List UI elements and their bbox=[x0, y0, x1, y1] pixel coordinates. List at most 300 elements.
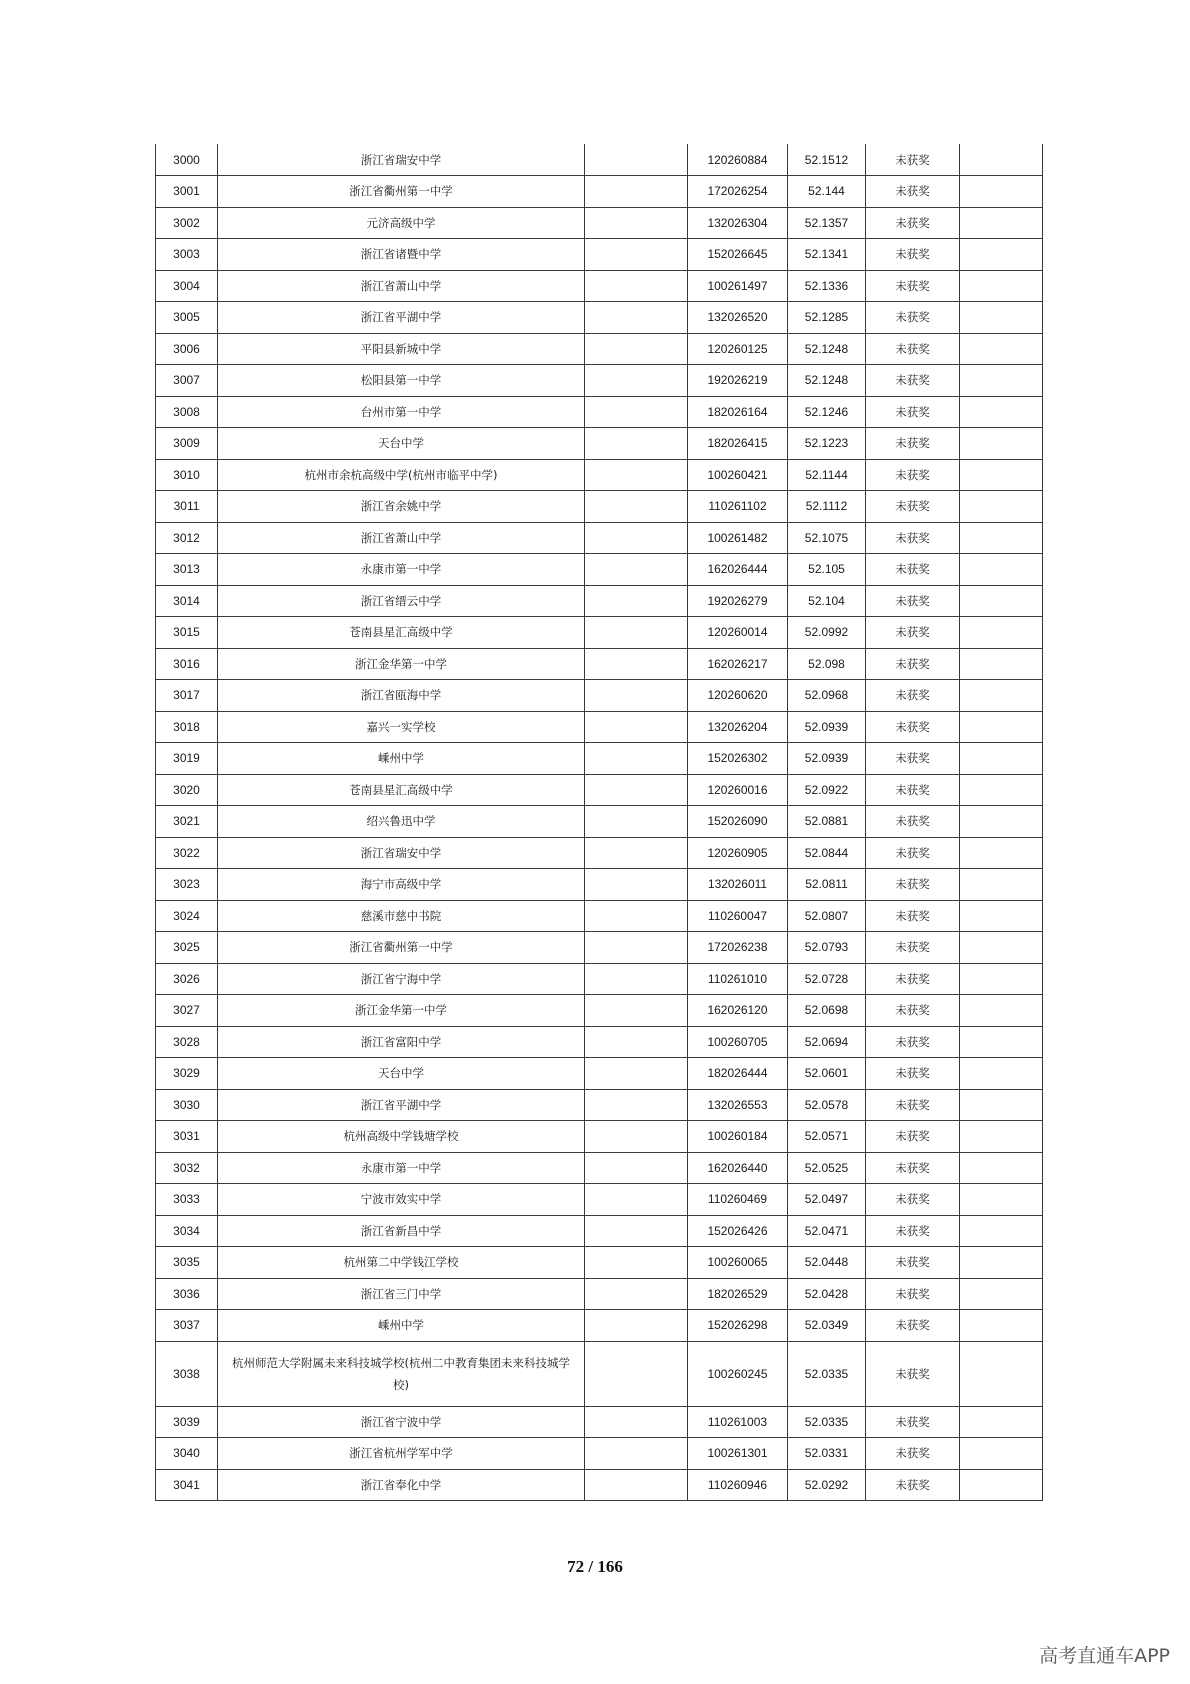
blank-cell bbox=[585, 648, 688, 680]
note-cell bbox=[960, 1310, 1043, 1342]
candidate-id-cell: 100260245 bbox=[688, 1341, 788, 1406]
rank-cell: 3041 bbox=[156, 1469, 218, 1501]
note-cell bbox=[960, 1215, 1043, 1247]
school-cell: 苍南县星汇高级中学 bbox=[218, 617, 585, 649]
award-cell: 未获奖 bbox=[866, 995, 960, 1027]
candidate-id-cell: 100260184 bbox=[688, 1121, 788, 1153]
rank-cell: 3016 bbox=[156, 648, 218, 680]
school-cell: 苍南县星汇高级中学 bbox=[218, 774, 585, 806]
school-cell: 天台中学 bbox=[218, 428, 585, 460]
table-row bbox=[156, 995, 1043, 1027]
table-row bbox=[156, 459, 1043, 491]
table-row bbox=[156, 1406, 1043, 1438]
score-cell: 52.1285 bbox=[788, 302, 866, 334]
rank-cell: 3031 bbox=[156, 1121, 218, 1153]
blank-cell bbox=[585, 711, 688, 743]
blank-cell bbox=[585, 932, 688, 964]
score-cell: 52.0578 bbox=[788, 1089, 866, 1121]
note-cell bbox=[960, 428, 1043, 460]
table-row bbox=[156, 617, 1043, 649]
score-cell: 52.0881 bbox=[788, 806, 866, 838]
school-cell: 杭州市余杭高级中学(杭州市临平中学) bbox=[218, 459, 585, 491]
blank-cell bbox=[585, 491, 688, 523]
award-cell: 未获奖 bbox=[866, 207, 960, 239]
note-cell bbox=[960, 207, 1043, 239]
rank-cell: 3007 bbox=[156, 365, 218, 397]
candidate-id-cell: 110261010 bbox=[688, 963, 788, 995]
rank-cell: 3008 bbox=[156, 396, 218, 428]
note-cell bbox=[960, 1152, 1043, 1184]
table-row bbox=[156, 806, 1043, 838]
table-row bbox=[156, 1058, 1043, 1090]
award-cell: 未获奖 bbox=[866, 1310, 960, 1342]
rank-cell: 3028 bbox=[156, 1026, 218, 1058]
candidate-id-cell: 110260047 bbox=[688, 900, 788, 932]
blank-cell bbox=[585, 1341, 688, 1406]
score-cell: 52.0331 bbox=[788, 1438, 866, 1470]
table-row bbox=[156, 239, 1043, 271]
table-row bbox=[156, 1184, 1043, 1216]
table-row bbox=[156, 1341, 1043, 1406]
candidate-id-cell: 132026204 bbox=[688, 711, 788, 743]
table-row bbox=[156, 648, 1043, 680]
rank-cell: 3013 bbox=[156, 554, 218, 586]
blank-cell bbox=[585, 1278, 688, 1310]
award-cell: 未获奖 bbox=[866, 522, 960, 554]
rank-cell: 3018 bbox=[156, 711, 218, 743]
candidate-id-cell: 132026011 bbox=[688, 869, 788, 901]
school-cell: 浙江省奉化中学 bbox=[218, 1469, 585, 1501]
score-cell: 52.0525 bbox=[788, 1152, 866, 1184]
candidate-id-cell: 152026302 bbox=[688, 743, 788, 775]
score-cell: 52.104 bbox=[788, 585, 866, 617]
school-cell: 浙江省余姚中学 bbox=[218, 491, 585, 523]
rank-cell: 3024 bbox=[156, 900, 218, 932]
school-cell: 浙江金华第一中学 bbox=[218, 995, 585, 1027]
table-row bbox=[156, 270, 1043, 302]
note-cell bbox=[960, 680, 1043, 712]
note-cell bbox=[960, 869, 1043, 901]
award-cell: 未获奖 bbox=[866, 554, 960, 586]
school-cell: 浙江省诸暨中学 bbox=[218, 239, 585, 271]
blank-cell bbox=[585, 617, 688, 649]
blank-cell bbox=[585, 1438, 688, 1470]
school-cell: 浙江省瑞安中学 bbox=[218, 837, 585, 869]
note-cell bbox=[960, 522, 1043, 554]
blank-cell bbox=[585, 522, 688, 554]
score-cell: 52.0793 bbox=[788, 932, 866, 964]
rank-cell: 3009 bbox=[156, 428, 218, 460]
score-cell: 52.0811 bbox=[788, 869, 866, 901]
award-cell: 未获奖 bbox=[866, 1121, 960, 1153]
candidate-id-cell: 120260016 bbox=[688, 774, 788, 806]
school-cell: 浙江省衢州第一中学 bbox=[218, 932, 585, 964]
rank-cell: 3017 bbox=[156, 680, 218, 712]
award-cell: 未获奖 bbox=[866, 1184, 960, 1216]
score-cell: 52.0292 bbox=[788, 1469, 866, 1501]
school-cell: 浙江省萧山中学 bbox=[218, 522, 585, 554]
table-row bbox=[156, 869, 1043, 901]
table-row bbox=[156, 1278, 1043, 1310]
candidate-id-cell: 182026164 bbox=[688, 396, 788, 428]
table-row bbox=[156, 774, 1043, 806]
award-cell: 未获奖 bbox=[866, 428, 960, 460]
candidate-id-cell: 110261102 bbox=[688, 491, 788, 523]
table-row bbox=[156, 1152, 1043, 1184]
candidate-id-cell: 162026444 bbox=[688, 554, 788, 586]
table-row bbox=[156, 396, 1043, 428]
school-cell: 慈溪市慈中书院 bbox=[218, 900, 585, 932]
table-row bbox=[156, 365, 1043, 397]
note-cell bbox=[960, 648, 1043, 680]
rank-cell: 3032 bbox=[156, 1152, 218, 1184]
blank-cell bbox=[585, 176, 688, 208]
school-cell: 浙江省宁波中学 bbox=[218, 1406, 585, 1438]
score-cell: 52.1075 bbox=[788, 522, 866, 554]
award-cell: 未获奖 bbox=[866, 1152, 960, 1184]
score-cell: 52.0428 bbox=[788, 1278, 866, 1310]
blank-cell bbox=[585, 1058, 688, 1090]
note-cell bbox=[960, 144, 1043, 176]
table-row bbox=[156, 207, 1043, 239]
note-cell bbox=[960, 1058, 1043, 1090]
table-row bbox=[156, 585, 1043, 617]
school-cell: 浙江省瑞安中学 bbox=[218, 144, 585, 176]
table-row bbox=[156, 428, 1043, 460]
table-row bbox=[156, 522, 1043, 554]
award-cell: 未获奖 bbox=[866, 1438, 960, 1470]
score-cell: 52.0335 bbox=[788, 1341, 866, 1406]
note-cell bbox=[960, 491, 1043, 523]
note-cell bbox=[960, 806, 1043, 838]
school-cell: 浙江省萧山中学 bbox=[218, 270, 585, 302]
score-cell: 52.144 bbox=[788, 176, 866, 208]
rank-cell: 3030 bbox=[156, 1089, 218, 1121]
score-cell: 52.098 bbox=[788, 648, 866, 680]
score-cell: 52.0349 bbox=[788, 1310, 866, 1342]
rank-cell: 3010 bbox=[156, 459, 218, 491]
award-cell: 未获奖 bbox=[866, 806, 960, 838]
candidate-id-cell: 120260620 bbox=[688, 680, 788, 712]
note-cell bbox=[960, 585, 1043, 617]
award-cell: 未获奖 bbox=[866, 1247, 960, 1279]
score-cell: 52.0448 bbox=[788, 1247, 866, 1279]
candidate-id-cell: 172026254 bbox=[688, 176, 788, 208]
award-cell: 未获奖 bbox=[866, 176, 960, 208]
blank-cell bbox=[585, 1469, 688, 1501]
rank-cell: 3036 bbox=[156, 1278, 218, 1310]
blank-cell bbox=[585, 1184, 688, 1216]
blank-cell bbox=[585, 1026, 688, 1058]
note-cell bbox=[960, 270, 1043, 302]
blank-cell bbox=[585, 1310, 688, 1342]
award-cell: 未获奖 bbox=[866, 963, 960, 995]
rank-cell: 3040 bbox=[156, 1438, 218, 1470]
score-cell: 52.0601 bbox=[788, 1058, 866, 1090]
score-cell: 52.0698 bbox=[788, 995, 866, 1027]
award-cell: 未获奖 bbox=[866, 680, 960, 712]
candidate-id-cell: 120260014 bbox=[688, 617, 788, 649]
table-row bbox=[156, 1247, 1043, 1279]
watermark-text: 高考直通车APP bbox=[1039, 1645, 1170, 1667]
school-cell: 元济高级中学 bbox=[218, 207, 585, 239]
table-row bbox=[156, 900, 1043, 932]
candidate-id-cell: 100261482 bbox=[688, 522, 788, 554]
note-cell bbox=[960, 900, 1043, 932]
note-cell bbox=[960, 1184, 1043, 1216]
blank-cell bbox=[585, 239, 688, 271]
score-cell: 52.0335 bbox=[788, 1406, 866, 1438]
rank-cell: 3005 bbox=[156, 302, 218, 334]
note-cell bbox=[960, 333, 1043, 365]
blank-cell bbox=[585, 1089, 688, 1121]
score-cell: 52.1248 bbox=[788, 365, 866, 397]
note-cell bbox=[960, 1278, 1043, 1310]
blank-cell bbox=[585, 1406, 688, 1438]
candidate-id-cell: 162026120 bbox=[688, 995, 788, 1027]
rank-cell: 3021 bbox=[156, 806, 218, 838]
award-cell: 未获奖 bbox=[866, 1089, 960, 1121]
candidate-id-cell: 120260884 bbox=[688, 144, 788, 176]
candidate-id-cell: 100260705 bbox=[688, 1026, 788, 1058]
award-cell: 未获奖 bbox=[866, 1058, 960, 1090]
blank-cell bbox=[585, 365, 688, 397]
school-cell: 宁波市效实中学 bbox=[218, 1184, 585, 1216]
table-body bbox=[156, 144, 1043, 1501]
award-cell: 未获奖 bbox=[866, 144, 960, 176]
blank-cell bbox=[585, 428, 688, 460]
school-cell: 永康市第一中学 bbox=[218, 1152, 585, 1184]
school-cell: 浙江省新昌中学 bbox=[218, 1215, 585, 1247]
candidate-id-cell: 192026279 bbox=[688, 585, 788, 617]
table-row bbox=[156, 1469, 1043, 1501]
school-cell: 杭州第二中学钱江学校 bbox=[218, 1247, 585, 1279]
candidate-id-cell: 100260065 bbox=[688, 1247, 788, 1279]
candidate-id-cell: 132026520 bbox=[688, 302, 788, 334]
table-row bbox=[156, 1438, 1043, 1470]
rank-cell: 3000 bbox=[156, 144, 218, 176]
score-cell: 52.1512 bbox=[788, 144, 866, 176]
school-cell: 浙江金华第一中学 bbox=[218, 648, 585, 680]
rank-cell: 3011 bbox=[156, 491, 218, 523]
note-cell bbox=[960, 176, 1043, 208]
award-cell: 未获奖 bbox=[866, 302, 960, 334]
school-cell: 嘉兴一实学校 bbox=[218, 711, 585, 743]
school-cell: 永康市第一中学 bbox=[218, 554, 585, 586]
score-cell: 52.1246 bbox=[788, 396, 866, 428]
award-cell: 未获奖 bbox=[866, 585, 960, 617]
rank-cell: 3006 bbox=[156, 333, 218, 365]
award-cell: 未获奖 bbox=[866, 711, 960, 743]
score-cell: 52.1112 bbox=[788, 491, 866, 523]
table-row bbox=[156, 680, 1043, 712]
rank-cell: 3001 bbox=[156, 176, 218, 208]
rank-cell: 3019 bbox=[156, 743, 218, 775]
school-cell: 海宁市高级中学 bbox=[218, 869, 585, 901]
school-cell: 台州市第一中学 bbox=[218, 396, 585, 428]
award-cell: 未获奖 bbox=[866, 1406, 960, 1438]
table-row bbox=[156, 144, 1043, 176]
rank-cell: 3015 bbox=[156, 617, 218, 649]
school-cell: 嵊州中学 bbox=[218, 1310, 585, 1342]
candidate-id-cell: 182026415 bbox=[688, 428, 788, 460]
candidate-id-cell: 100261497 bbox=[688, 270, 788, 302]
table-row bbox=[156, 491, 1043, 523]
blank-cell bbox=[585, 806, 688, 838]
school-cell: 浙江省平湖中学 bbox=[218, 1089, 585, 1121]
note-cell bbox=[960, 1341, 1043, 1406]
school-cell: 浙江省宁海中学 bbox=[218, 963, 585, 995]
blank-cell bbox=[585, 1121, 688, 1153]
note-cell bbox=[960, 1438, 1043, 1470]
score-cell: 52.0968 bbox=[788, 680, 866, 712]
table-row bbox=[156, 554, 1043, 586]
school-cell: 浙江省富阳中学 bbox=[218, 1026, 585, 1058]
note-cell bbox=[960, 837, 1043, 869]
rank-cell: 3002 bbox=[156, 207, 218, 239]
score-cell: 52.1336 bbox=[788, 270, 866, 302]
award-cell: 未获奖 bbox=[866, 774, 960, 806]
school-cell: 松阳县第一中学 bbox=[218, 365, 585, 397]
table-row bbox=[156, 743, 1043, 775]
table-row bbox=[156, 333, 1043, 365]
rank-cell: 3026 bbox=[156, 963, 218, 995]
blank-cell bbox=[585, 774, 688, 806]
candidate-id-cell: 152026645 bbox=[688, 239, 788, 271]
candidate-id-cell: 120260905 bbox=[688, 837, 788, 869]
score-cell: 52.1341 bbox=[788, 239, 866, 271]
note-cell bbox=[960, 995, 1043, 1027]
blank-cell bbox=[585, 144, 688, 176]
school-cell: 浙江省缙云中学 bbox=[218, 585, 585, 617]
candidate-id-cell: 110261003 bbox=[688, 1406, 788, 1438]
candidate-id-cell: 110260946 bbox=[688, 1469, 788, 1501]
blank-cell bbox=[585, 396, 688, 428]
note-cell bbox=[960, 1026, 1043, 1058]
school-cell: 浙江省三门中学 bbox=[218, 1278, 585, 1310]
candidate-id-cell: 132026553 bbox=[688, 1089, 788, 1121]
rank-cell: 3012 bbox=[156, 522, 218, 554]
school-cell: 杭州师范大学附属未来科技城学校(杭州二中教育集团未来科技城学校) bbox=[218, 1341, 585, 1406]
score-cell: 52.0571 bbox=[788, 1121, 866, 1153]
blank-cell bbox=[585, 1152, 688, 1184]
note-cell bbox=[960, 239, 1043, 271]
school-cell: 天台中学 bbox=[218, 1058, 585, 1090]
score-cell: 52.1248 bbox=[788, 333, 866, 365]
table-row bbox=[156, 963, 1043, 995]
award-cell: 未获奖 bbox=[866, 365, 960, 397]
score-cell: 52.0939 bbox=[788, 743, 866, 775]
rank-cell: 3027 bbox=[156, 995, 218, 1027]
note-cell bbox=[960, 1406, 1043, 1438]
blank-cell bbox=[585, 302, 688, 334]
table-row bbox=[156, 932, 1043, 964]
school-cell: 嵊州中学 bbox=[218, 743, 585, 775]
school-cell: 绍兴鲁迅中学 bbox=[218, 806, 585, 838]
note-cell bbox=[960, 1469, 1043, 1501]
note-cell bbox=[960, 932, 1043, 964]
rank-cell: 3029 bbox=[156, 1058, 218, 1090]
table-row bbox=[156, 1215, 1043, 1247]
note-cell bbox=[960, 459, 1043, 491]
score-cell: 52.0497 bbox=[788, 1184, 866, 1216]
award-cell: 未获奖 bbox=[866, 743, 960, 775]
rank-cell: 3038 bbox=[156, 1341, 218, 1406]
table-row bbox=[156, 302, 1043, 334]
rank-cell: 3023 bbox=[156, 869, 218, 901]
table-row bbox=[156, 176, 1043, 208]
award-cell: 未获奖 bbox=[866, 1278, 960, 1310]
score-cell: 52.0992 bbox=[788, 617, 866, 649]
rank-cell: 3014 bbox=[156, 585, 218, 617]
blank-cell bbox=[585, 554, 688, 586]
school-cell: 浙江省衢州第一中学 bbox=[218, 176, 585, 208]
rank-cell: 3004 bbox=[156, 270, 218, 302]
candidate-id-cell: 100261301 bbox=[688, 1438, 788, 1470]
candidate-id-cell: 162026440 bbox=[688, 1152, 788, 1184]
rank-cell: 3035 bbox=[156, 1247, 218, 1279]
award-cell: 未获奖 bbox=[866, 1341, 960, 1406]
page-number: 72 / 166 bbox=[567, 1557, 623, 1576]
school-cell: 杭州高级中学钱塘学校 bbox=[218, 1121, 585, 1153]
award-cell: 未获奖 bbox=[866, 396, 960, 428]
blank-cell bbox=[585, 333, 688, 365]
score-cell: 52.1223 bbox=[788, 428, 866, 460]
rank-cell: 3003 bbox=[156, 239, 218, 271]
rank-cell: 3033 bbox=[156, 1184, 218, 1216]
candidate-id-cell: 182026444 bbox=[688, 1058, 788, 1090]
note-cell bbox=[960, 1247, 1043, 1279]
note-cell bbox=[960, 302, 1043, 334]
blank-cell bbox=[585, 270, 688, 302]
blank-cell bbox=[585, 1247, 688, 1279]
note-cell bbox=[960, 774, 1043, 806]
award-cell: 未获奖 bbox=[866, 900, 960, 932]
candidate-id-cell: 152026090 bbox=[688, 806, 788, 838]
candidate-id-cell: 192026219 bbox=[688, 365, 788, 397]
blank-cell bbox=[585, 995, 688, 1027]
candidate-id-cell: 162026217 bbox=[688, 648, 788, 680]
award-cell: 未获奖 bbox=[866, 617, 960, 649]
school-cell: 浙江省杭州学军中学 bbox=[218, 1438, 585, 1470]
blank-cell bbox=[585, 869, 688, 901]
table-row bbox=[156, 1026, 1043, 1058]
table-row bbox=[156, 1310, 1043, 1342]
rank-cell: 3037 bbox=[156, 1310, 218, 1342]
score-cell: 52.0922 bbox=[788, 774, 866, 806]
award-cell: 未获奖 bbox=[866, 270, 960, 302]
candidate-id-cell: 182026529 bbox=[688, 1278, 788, 1310]
award-cell: 未获奖 bbox=[866, 648, 960, 680]
score-cell: 52.0807 bbox=[788, 900, 866, 932]
school-cell: 平阳县新城中学 bbox=[218, 333, 585, 365]
table-row bbox=[156, 1089, 1043, 1121]
blank-cell bbox=[585, 1215, 688, 1247]
candidate-id-cell: 120260125 bbox=[688, 333, 788, 365]
award-cell: 未获奖 bbox=[866, 333, 960, 365]
score-cell: 52.0728 bbox=[788, 963, 866, 995]
rank-cell: 3022 bbox=[156, 837, 218, 869]
note-cell bbox=[960, 554, 1043, 586]
score-cell: 52.105 bbox=[788, 554, 866, 586]
blank-cell bbox=[585, 207, 688, 239]
note-cell bbox=[960, 1089, 1043, 1121]
candidate-id-cell: 172026238 bbox=[688, 932, 788, 964]
award-cell: 未获奖 bbox=[866, 837, 960, 869]
award-cell: 未获奖 bbox=[866, 459, 960, 491]
candidate-id-cell: 110260469 bbox=[688, 1184, 788, 1216]
award-cell: 未获奖 bbox=[866, 869, 960, 901]
